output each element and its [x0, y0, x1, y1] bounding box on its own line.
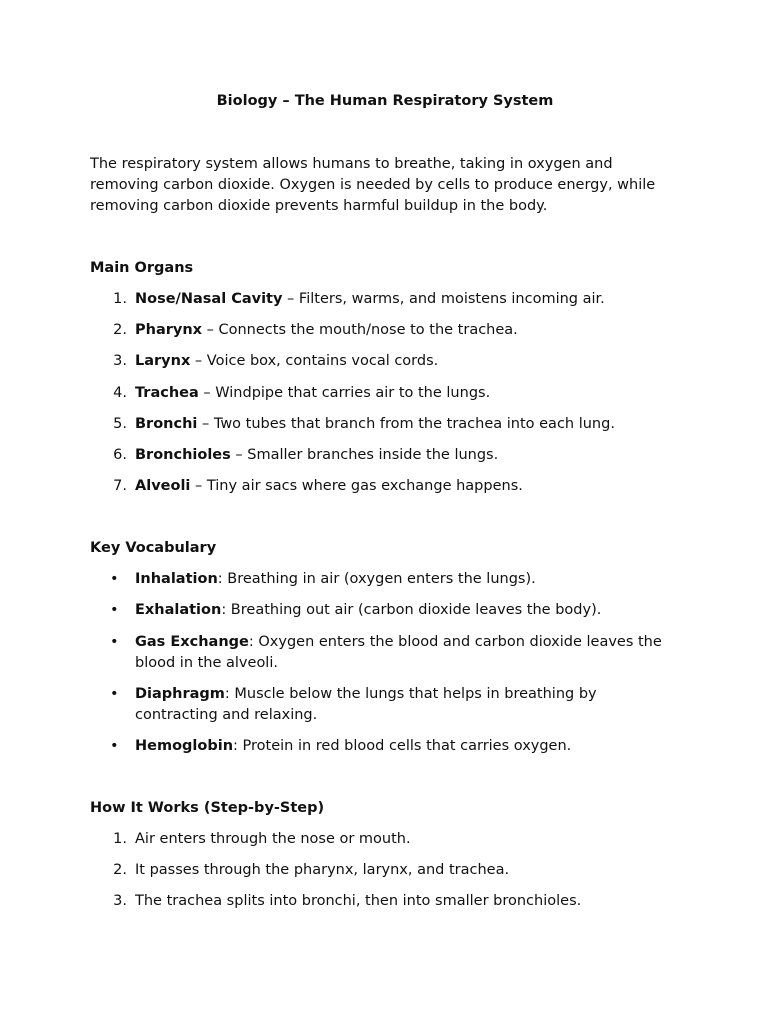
list-number: 4. — [113, 384, 127, 401]
list-number: 2. — [113, 322, 127, 339]
organ-term: Bronchioles — [135, 446, 231, 463]
step-list-item — [90, 891, 680, 912]
organ-term: Bronchi — [135, 415, 198, 432]
organ-term: Alveoli — [135, 478, 191, 495]
list-number: 2. — [113, 862, 127, 879]
vocabulary-list-item — [90, 569, 680, 590]
vocabulary-term: Inhalation — [135, 571, 218, 588]
bullet-icon: • — [110, 685, 119, 702]
vocabulary-definition: : Breathing in air (oxygen enters the lungs). — [217, 571, 536, 588]
step-text: Air enters through the nose or mouth. — [135, 830, 411, 847]
vocabulary-list — [90, 569, 680, 757]
vocabulary-term: Gas Exchange — [135, 633, 249, 650]
list-number: 7. — [113, 478, 127, 495]
vocabulary-definition: : Protein in red blood cells that carries oxygen. — [233, 737, 572, 754]
vocabulary-definition: : Breathing out air (carbon dioxide leaves the body). — [221, 602, 602, 619]
step-list-item — [90, 860, 680, 881]
organ-description: – Windpipe that carries air to the lungs. — [198, 384, 491, 401]
list-number: 6. — [113, 446, 127, 463]
organ-term: Nose/Nasal Cavity — [135, 291, 283, 307]
vocabulary-definition: : Muscle below the lungs that helps in breathing by contracting and relaxing. — [135, 685, 597, 723]
vocabulary-list-item — [90, 600, 680, 621]
organ-list-item — [90, 383, 680, 404]
intro-paragraph: The respiratory system allows humans to breathe, taking in oxygen and removing carbon dioxide. Oxygen is needed by cells to produce energy, while removing carbon dioxide prevents harmful buildup in the body. — [90, 156, 656, 214]
key-vocabulary-section — [90, 538, 680, 757]
organ-term: Larynx — [135, 353, 191, 370]
bullet-icon: • — [110, 737, 119, 754]
step-text: The trachea splits into bronchi, then into smaller bronchioles. — [135, 893, 582, 910]
step-list-item — [90, 829, 680, 850]
bullet-icon: • — [110, 602, 119, 619]
organ-list-item — [90, 414, 680, 435]
vocabulary-term: Diaphragm — [135, 685, 225, 702]
list-number: 1. — [113, 291, 127, 307]
vocabulary-term: Exhalation — [135, 602, 222, 619]
vocabulary-definition: : Oxygen enters the blood and carbon dioxide leaves the blood in the alveoli. — [135, 633, 662, 671]
organ-description: – Filters, warms, and moistens incoming air. — [282, 291, 605, 307]
organ-description: – Tiny air sacs where gas exchange happens. — [190, 478, 523, 495]
section-heading: Main Organs — [90, 260, 194, 276]
step-text: It passes through the pharynx, larynx, and trachea. — [135, 862, 510, 879]
organ-term: Trachea — [135, 384, 199, 401]
organ-list-item — [90, 320, 680, 341]
vocabulary-term: Hemoglobin — [135, 737, 234, 754]
bullet-icon: • — [110, 633, 119, 650]
list-number: 1. — [113, 830, 127, 847]
main-organs-section — [90, 258, 680, 497]
vocabulary-list-item — [90, 632, 680, 674]
how-it-works-section — [90, 798, 680, 912]
vocabulary-list-item — [90, 684, 680, 726]
organ-description: – Smaller branches inside the lungs. — [230, 446, 499, 463]
organ-list-item — [90, 289, 680, 310]
organ-description: – Connects the mouth/nose to the trachea. — [202, 322, 518, 339]
organ-list — [90, 289, 680, 497]
organ-description: – Two tubes that branch from the trachea into each lung. — [197, 415, 615, 432]
steps-list — [90, 829, 680, 912]
list-number: 3. — [113, 353, 127, 370]
list-number: 3. — [113, 893, 127, 910]
section-heading: Key Vocabulary — [90, 540, 217, 557]
document-title: Biology – The Human Respiratory System — [216, 93, 554, 109]
organ-list-item — [90, 351, 680, 372]
list-number: 5. — [113, 415, 127, 432]
organ-list-item — [90, 476, 680, 497]
organ-description: – Voice box, contains vocal cords. — [190, 353, 439, 370]
vocabulary-list-item — [90, 736, 680, 757]
section-heading: How It Works (Step-by-Step) — [90, 799, 325, 816]
organ-list-item — [90, 445, 680, 466]
organ-term: Pharynx — [135, 322, 203, 339]
bullet-icon: • — [110, 571, 119, 588]
